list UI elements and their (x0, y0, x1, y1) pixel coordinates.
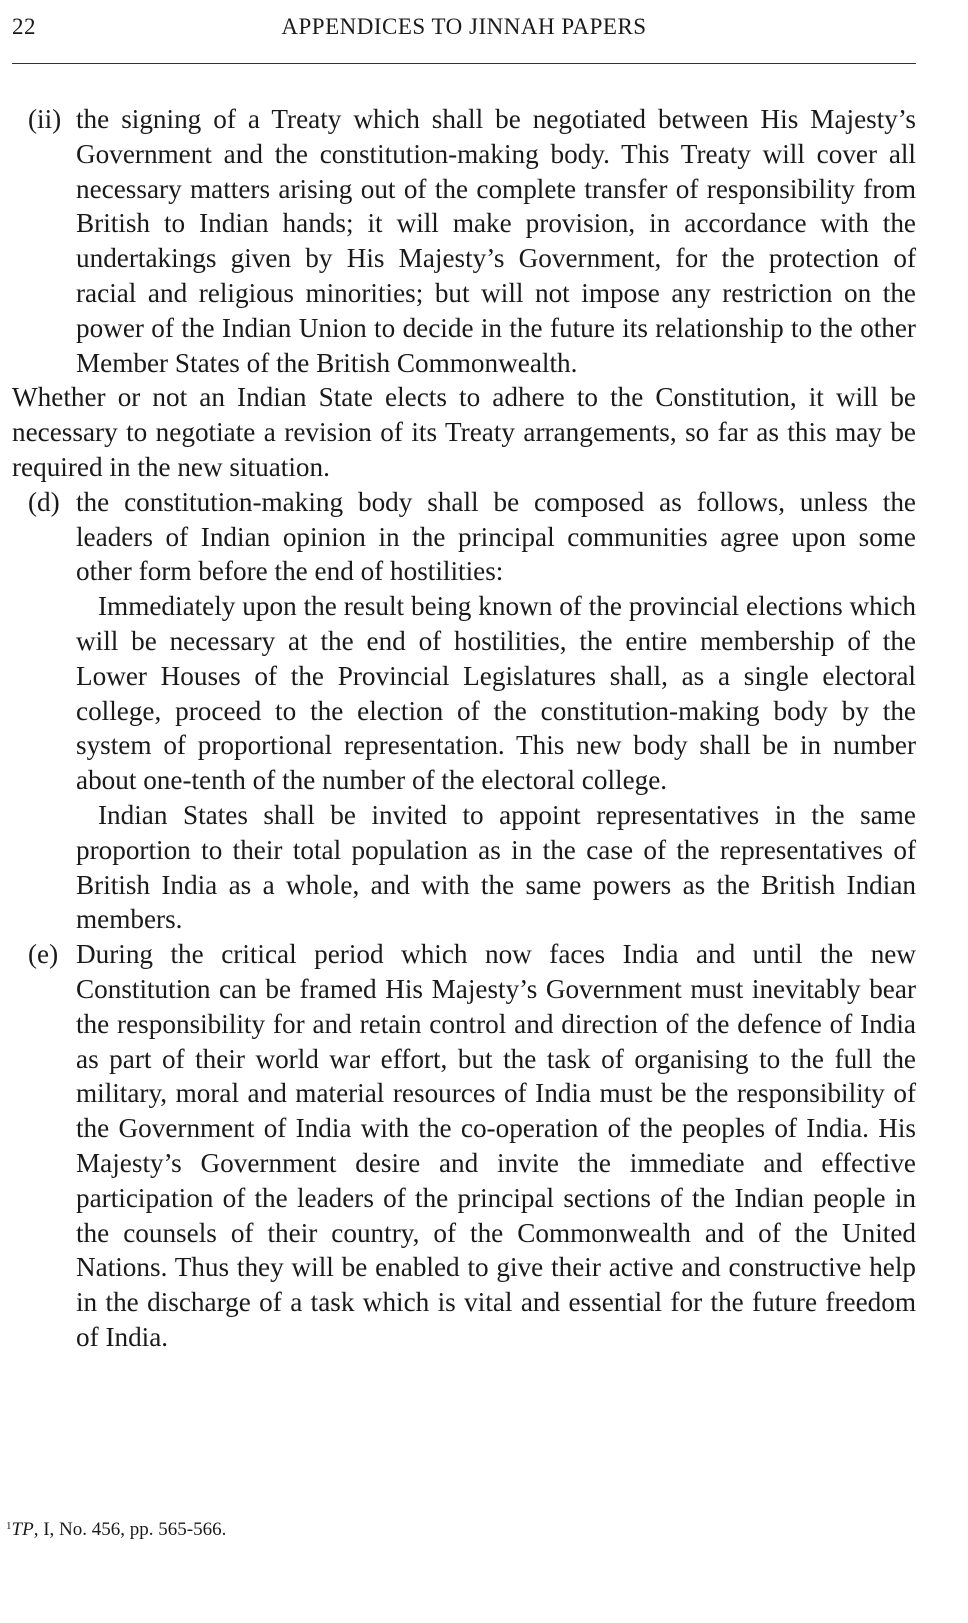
item-marker: (ii) (28, 104, 62, 134)
item-text: During the critical period which now faces India and until the new Constitution can be framed His Majesty’s Government must inevitably bear the responsibility for and retain control and direction of the defence of India as part of their world war effort, but the task of organising to the full the military, moral and material resources of India must be the responsibility of the Government of India with the co-operation of the peoples of India. His Majesty’s Government desire and invite the immediate and effective participation of the leaders of the principal sections of the Indian people in the counsels of their country, of the Commonwealth and of the United Nations. Thus they will be enabled to give their active and constructive help in the discharge of a task which is vital and essential for the future freedom of India. (76, 939, 916, 1352)
item-marker: (d) (28, 486, 60, 517)
list-item-e (12, 937, 916, 1355)
item-paragraph: Indian States shall be invited to appoint representatives in the same proportion to their total population as in the case of the representatives of British India as a whole, and with the same powers as the British Indian members. (76, 799, 916, 935)
footnote-number: 1 (6, 1520, 12, 1532)
footnote (6, 1514, 226, 1542)
page-number: 22 (12, 14, 36, 39)
item-text: the constitution-making body shall be composed as follows, unless the leaders of Indian opinion in the principal communities agree upon some other form before the end of hostilities: (76, 486, 916, 587)
item-paragraph: Immediately upon the result being known of the provincial elections which will be necessary at the end of hostilities, the entire membership of the Lower Houses of the Provincial Legislatures shall, as a single electoral college, proceed to the election of the constitution-making body by the system of proportional representation. This new body shall be in number about one-tenth of the number of the electoral college. (76, 591, 916, 796)
running-head (12, 14, 916, 48)
list-item-ii (12, 102, 916, 380)
header-rule (12, 63, 916, 64)
list-item-d (12, 485, 916, 937)
running-title: APPENDICES TO JINNAH PAPERS (281, 14, 647, 39)
item-marker: (e) (28, 939, 59, 970)
footnote-citation: , I, No. 456, pp. 565-566. (33, 1519, 227, 1540)
item-text: the signing of a Treaty which shall be negotiated between His Majesty’s Government and the constitution-making body. This Treaty will cover all necessary matters arising out of the complete transfer of responsibility from British to Indian hands; it will make provision, in accordance with the undertakings given by His Majesty’s Government, for the protection of racial and religious minorities; but will not impose any restriction on the power of the Indian Union to decide in the future its relationship to the other Member States of the British Commonwealth. (76, 104, 916, 378)
page-body (12, 102, 916, 1355)
states-paragraph: Whether or not an Indian State elects to adhere to the Constitution, it will be necessary to negotiate a revision of its Treaty arrangements, so far as this may be required in the new situation. (12, 382, 916, 482)
footnote-source: TP (11, 1519, 34, 1540)
